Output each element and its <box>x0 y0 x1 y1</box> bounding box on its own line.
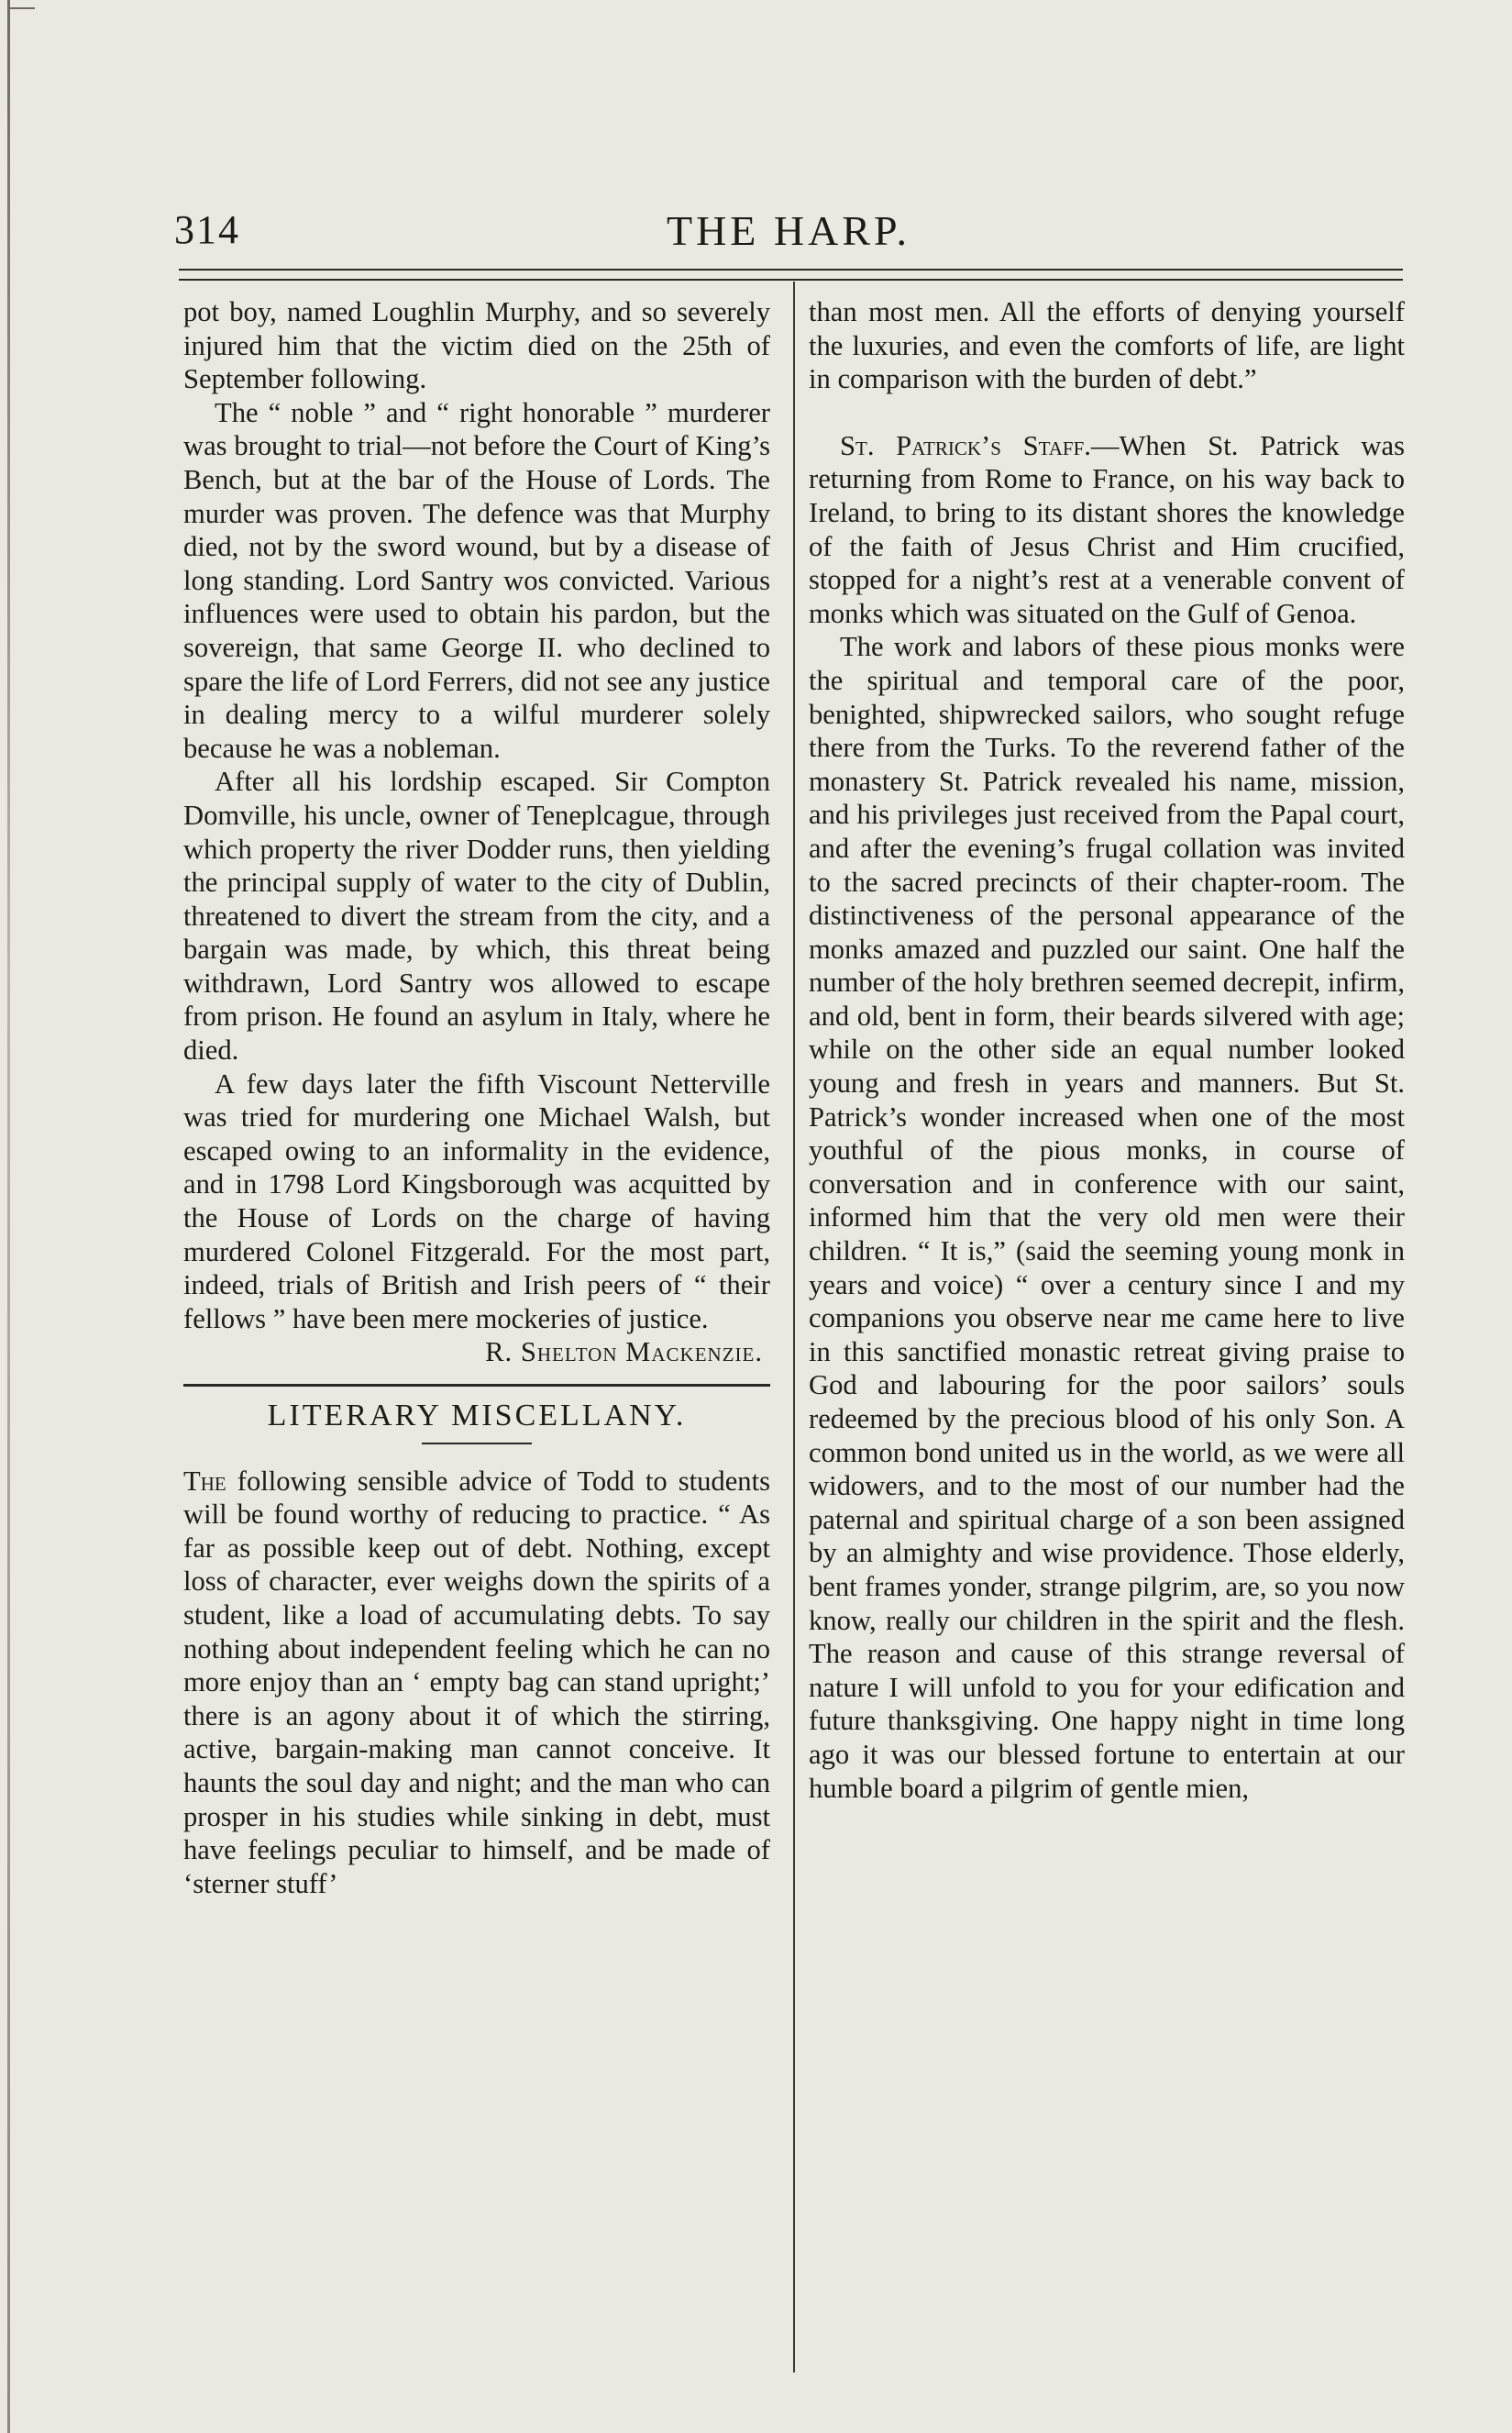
column-divider <box>793 282 795 2372</box>
page-number: 314 <box>174 207 240 252</box>
header-rule <box>179 269 1403 281</box>
miscellany-paragraph <box>183 1465 770 1901</box>
article-paragraph: A few days later the fifth Viscount Netterville was tried for murdering one Michael Walsh, but escaped owing to an informality in the evidence, and in 1798 Lord Kingsborough was acquitted by the House of Lords on the charge of having murdered Colonel Fitzgerald. For the most part, indeed, trials of British and Irish peers of “ their fellows ” have been mere mockeries of justice. <box>183 1067 770 1334</box>
staff-text: —When St. Patrick was returning from Rome to France, on his way back to Ireland, to bring to its distant shores the knowledge of the faith of Jesus Christ and Him crucified, stopped for a night’s rest at a venerable convent of monks which was situated on the Gulf of Genoa. <box>809 429 1405 629</box>
staff-heading: St. Patrick’s Staff. <box>840 429 1091 461</box>
section-rule <box>183 1384 770 1387</box>
page-binding-edge <box>7 0 10 2433</box>
section-title: LITERARY MISCELLANY. <box>267 1399 687 1432</box>
article-paragraph: pot boy, named Loughlin Murphy, and so severely injured him that the victim died on the 25th of September following. <box>183 296 770 395</box>
article-paragraph: than most men. All the efforts of denying yourself the luxuries, and even the comforts of life, are light in comparison with the burden of debt.” <box>809 296 1405 395</box>
left-column <box>183 295 770 1900</box>
miscellany-text: following sensible advice of Todd to students will be found worthy of reducing to practice. “ As far as possible keep out of debt. Nothing, except loss of character, ever weighs down the spirits of a student, like a load of accumulating debts. To say nothing about independent feeling which he can no more enjoy than an ‘ empty bag can stand upright;’ there is an agony about it of which the stirring, active, bargain-making man cannot conceive. It haunts the soul day and night; and the man who can prosper in his studies while sinking in debt, must have feelings peculiar to himself, and be made of ‘sterner stuff’ <box>183 1465 770 1899</box>
staff-paragraph <box>809 429 1405 631</box>
article-paragraph: After all his lordship escaped. Sir Compton Domville, his uncle, owner of Teneplcague, through which property the river Dodder runs, then yielding the principal supply of water to the city of Dublin, threatened to divert the stream from the city, and a bargain was made, by which, this threat being withdrawn, Lord Santry wos allowed to escape from prison. He found an asylum in Italy, where he died. <box>183 766 770 1067</box>
page-header <box>174 206 1403 261</box>
title-flourish <box>422 1443 532 1444</box>
page-corner-mark <box>7 7 35 9</box>
article-paragraph: The work and labors of these pious monks were the spiritual and temporal care of the poor, benighted, shipwrecked sailors, who sought refuge there from the Turks. To the reverend father of the monastery St. Patrick revealed his name, mission, and his privileges just received from the Papal court, and after the evening’s frugal collation was invited to the sacred precincts of their chapter-room. The distinctiveness of the personal appearance of the monks amazed and puzzled our saint. One half the number of the holy brethren seemed decrepit, infirm, and old, bent in form, their beards silvered with age; while on the other side an equal number looked young and fresh in years and manners. But St. Patrick’s wonder increased when one of the most youthful of the pious monks, in course of conversation and in conference with our saint, informed him that the very old men were their children. “ It is,” (said the seeming young monk in years and voice) “ over a century since I and my companions you observe near me came here to live in this sanctified monastic retreat giving praise to God and labouring for the poor sailors’ souls redeemed by the precious blood of his only Son. A common bond united us in the world, as we were all widowers, and to the most of our number had the paternal and spiritual charge of a son been assigned by an almighty and wise providence. Those elderly, bent frames yonder, strange pilgrim, are, so you now know, really our children in the spirit and the flesh. The reason and cause of this strange reversal of nature I will unfold to you for your edification and future thanksgiving. One happy night in time long ago it was our blessed fortune to entertain at our humble board a pilgrim of gentle mien, <box>809 631 1405 1804</box>
article-paragraph: The “ noble ” and “ right honorable ” murderer was brought to trial—not before the Court of King’s Bench, but at the bar of the House of Lords. The murder was proven. The defence was that Murphy died, not by the sword wound, but by a disease of long standing. Lord Santry wos convicted. Various influences were used to obtain his pardon, but the sovereign, that same George II. who declined to spare the life of Lord Ferrers, did not see any justice in dealing mercy to a wilful murderer solely because he was a nobleman. <box>183 396 770 764</box>
miscellany-lead: The <box>183 1465 226 1497</box>
running-title: THE HARP. <box>666 207 911 254</box>
right-column <box>809 295 1405 1805</box>
author-signature: R. Shelton Mackenzie. <box>485 1336 763 1368</box>
